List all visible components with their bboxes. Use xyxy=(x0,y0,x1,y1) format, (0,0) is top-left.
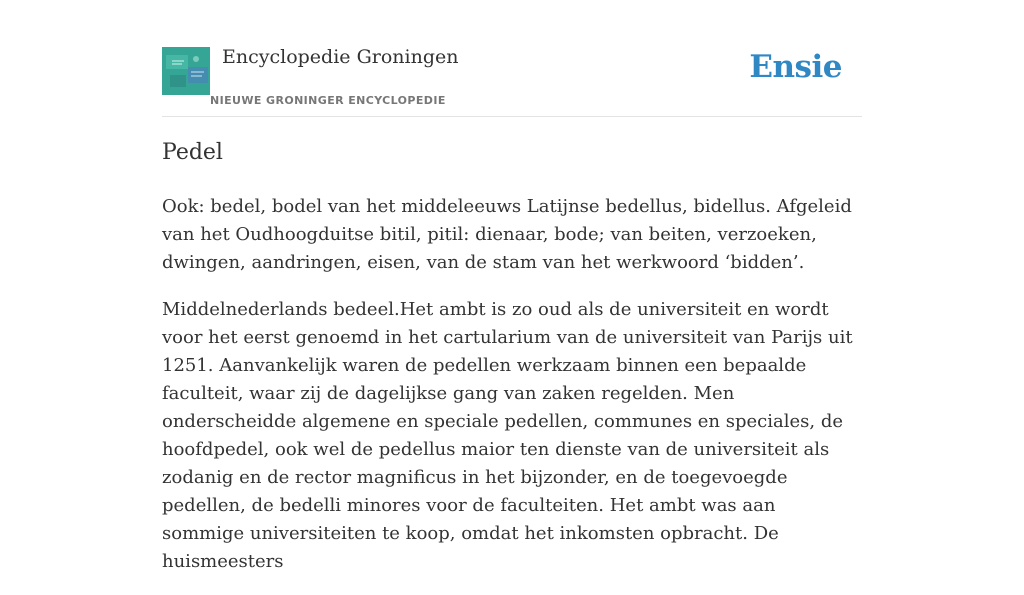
encyclopedia-logo-icon[interactable] xyxy=(162,47,210,95)
site-subtitle: NIEUWE GRONINGER ENCYCLOPEDIE xyxy=(210,94,446,107)
site-header xyxy=(162,44,862,117)
site-title[interactable]: Encyclopedie Groningen xyxy=(222,46,459,68)
article-paragraph: Ook: bedel, bodel van het middeleeuws Latijnse bedellus, bidellus. Afgeleid van het Oudhoogduitse bitil, pitil: dienaar, bode; van beiten, verzoeken, dwingen, aandringen, eisen, van de stam van het werkwoord ‘bidden’. xyxy=(162,196,852,273)
article-title: Pedel xyxy=(162,140,223,165)
article-body xyxy=(162,193,862,595)
article-paragraph: Middelnederlands bedeel.Het ambt is zo oud als de universiteit en wordt voor het eerst genoemd in het cartularium van de universiteit van Parijs uit 1251. Aanvankelijk waren de pedellen werkzaam binnen een bepaalde faculteit, waar zij de dagelijkse gang van zaken regelden. Men onderscheidde algemene en speciale pedellen, communes en speciales, de hoofdpedel, ook wel de pedellus maior ten dienste van de universiteit als zodanig en de rector magnificus in het bijzonder, en de toegevoegde pedellen, de bedelli minores voor de faculteiten. Het ambt was aan sommige universiteiten te koop, omdat het inkomsten opbracht. De huismeesters xyxy=(162,299,853,572)
ensie-logo[interactable]: Ensie xyxy=(749,49,842,85)
